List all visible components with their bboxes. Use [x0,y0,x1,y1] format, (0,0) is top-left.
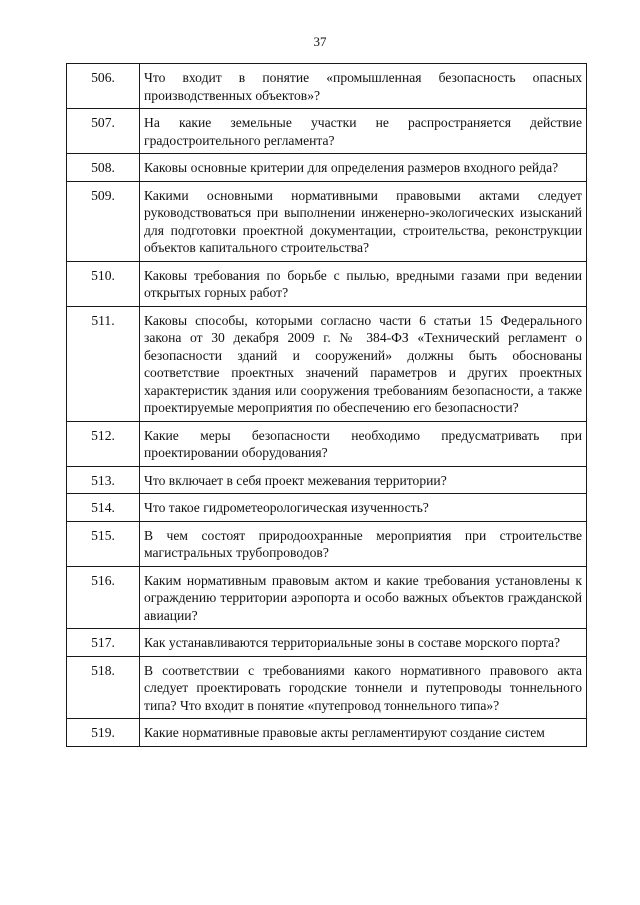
table-row [67,64,587,109]
question-text: Что такое гидрометеорологическая изученность? [140,494,587,522]
table-row [67,629,587,657]
table-row [67,181,587,261]
question-number: 511. [67,306,140,421]
question-number: 512. [67,421,140,466]
table-row [67,466,587,494]
question-text: Какие нормативные правовые акты регламентируют создание систем [140,719,587,747]
question-number: 509. [67,181,140,261]
question-text: Каковы способы, которыми согласно части 6 статьи 15 Федерального закона от 30 декабря 2009 г. № 384-ФЗ «Технический регламент о безопасности зданий и сооружений» должны быть обоснованы соответствие проектных значений параметров и других проектных характеристик здания или сооружения требованиям безопасности, а также проектируемые мероприятия по обеспечению его безопасности? [140,306,587,421]
question-number: 517. [67,629,140,657]
question-number: 518. [67,656,140,719]
question-text: В чем состоят природоохранные мероприятия при строительстве магистральных трубопроводов? [140,521,587,566]
questions-table [66,63,587,747]
question-text: Что включает в себя проект межевания территории? [140,466,587,494]
question-number: 515. [67,521,140,566]
question-number: 513. [67,466,140,494]
table-row [67,109,587,154]
table-row [67,521,587,566]
question-number: 514. [67,494,140,522]
question-number: 507. [67,109,140,154]
table-row [67,154,587,182]
question-text: Как устанавливаются территориальные зоны в составе морского порта? [140,629,587,657]
question-text: Каковы основные критерии для определения размеров входного рейда? [140,154,587,182]
table-row [67,494,587,522]
question-text: Каковы требования по борьбе с пылью, вредными газами при ведении открытых горных работ? [140,261,587,306]
question-number: 510. [67,261,140,306]
question-text: В соответствии с требованиями какого нормативного правового акта следует проектировать городские тоннели и путепроводы тоннельного типа? Что входит в понятие «путепровод тоннельного типа»? [140,656,587,719]
question-number: 508. [67,154,140,182]
question-number: 506. [67,64,140,109]
question-text: На какие земельные участки не распространяется действие градостроительного регламента? [140,109,587,154]
question-text: Какими основными нормативными правовыми актами следует руководствоваться при выполнении инженерно-экологических изысканий для подготовки проектной документации, строительства, реконструкции объектов капитального строительства? [140,181,587,261]
page-number: 37 [313,34,327,49]
question-text: Какие меры безопасности необходимо предусматривать при проектировании оборудования? [140,421,587,466]
table-row [67,719,587,747]
question-number: 516. [67,566,140,629]
table-row [67,261,587,306]
table-row [67,566,587,629]
question-text: Каким нормативным правовым актом и какие требования установлены к ограждению территории аэропорта и особо важных объектов гражданской авиации? [140,566,587,629]
table-row [67,306,587,421]
question-number: 519. [67,719,140,747]
table-row [67,656,587,719]
table-row [67,421,587,466]
question-text: Что входит в понятие «промышленная безопасность опасных производственных объектов»? [140,64,587,109]
